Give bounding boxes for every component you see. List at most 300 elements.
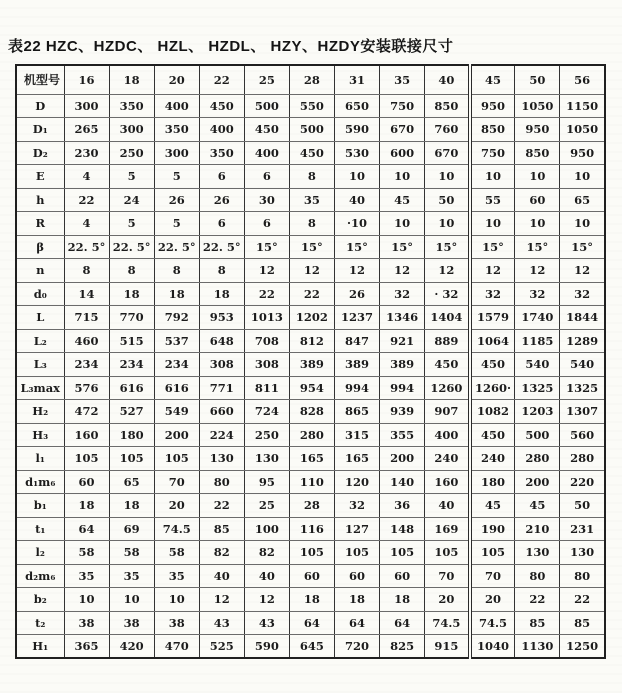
table-row: [16, 541, 605, 565]
cell: 6: [244, 165, 289, 189]
cell: 18: [109, 282, 154, 306]
cell: 600: [380, 141, 425, 165]
column-header: 50: [515, 65, 560, 94]
cell: 350: [109, 94, 154, 118]
cell: 234: [154, 353, 199, 377]
corner-header-label: 机型号: [16, 65, 64, 94]
cell: 105: [109, 447, 154, 471]
cell: 200: [515, 470, 560, 494]
cell: 60: [289, 564, 334, 588]
table-row: [16, 470, 605, 494]
cell: 15°: [470, 235, 515, 259]
cell: 40: [244, 564, 289, 588]
cell: 549: [154, 400, 199, 424]
row-label: d₁m₆: [16, 470, 64, 494]
cell: 58: [154, 541, 199, 565]
cell: 70: [470, 564, 515, 588]
cell: 847: [334, 329, 379, 353]
cell: 70: [154, 470, 199, 494]
cell: 850: [515, 141, 560, 165]
cell: 389: [380, 353, 425, 377]
cell: 10: [380, 212, 425, 236]
row-label: H₃: [16, 423, 64, 447]
cell: 811: [244, 376, 289, 400]
cell: 10: [470, 212, 515, 236]
cell: 1202: [289, 306, 334, 330]
cell: 537: [154, 329, 199, 353]
cell: 15°: [334, 235, 379, 259]
cell: 32: [334, 494, 379, 518]
cell: 6: [244, 212, 289, 236]
cell: 15°: [425, 235, 470, 259]
cell: 10: [380, 165, 425, 189]
cell: 165: [334, 447, 379, 471]
table-row: [16, 94, 605, 118]
row-label: d₀: [16, 282, 64, 306]
cell: 939: [380, 400, 425, 424]
cell: 12: [199, 588, 244, 612]
row-label: L: [16, 306, 64, 330]
cell: 540: [560, 353, 605, 377]
column-header: 20: [154, 65, 199, 94]
cell: 15°: [289, 235, 334, 259]
cell: 60: [64, 470, 109, 494]
cell: 950: [470, 94, 515, 118]
cell: 60: [380, 564, 425, 588]
column-header: 45: [470, 65, 515, 94]
cell: 8: [64, 259, 109, 283]
cell: 1064: [470, 329, 515, 353]
dimension-table: [15, 64, 606, 659]
cell: 38: [64, 611, 109, 635]
cell: 280: [515, 447, 560, 471]
cell: 45: [515, 494, 560, 518]
cell: 40: [334, 188, 379, 212]
cell: 12: [515, 259, 560, 283]
cell: 105: [425, 541, 470, 565]
table-row: [16, 118, 605, 142]
cell: 460: [64, 329, 109, 353]
cell: 169: [425, 517, 470, 541]
cell: 130: [515, 541, 560, 565]
cell: 10: [334, 165, 379, 189]
cell: 5: [154, 212, 199, 236]
cell: 80: [515, 564, 560, 588]
column-header: 25: [244, 65, 289, 94]
cell: 308: [199, 353, 244, 377]
cell: 220: [560, 470, 605, 494]
cell: 645: [289, 635, 334, 659]
cell: 12: [470, 259, 515, 283]
table-row: [16, 353, 605, 377]
cell: 74.5: [154, 517, 199, 541]
cell: 38: [154, 611, 199, 635]
cell: 120: [334, 470, 379, 494]
row-label: b₂: [16, 588, 64, 612]
cell: 110: [289, 470, 334, 494]
cell: 590: [334, 118, 379, 142]
table-row: [16, 447, 605, 471]
cell: 165: [289, 447, 334, 471]
cell: 450: [425, 353, 470, 377]
cell: 915: [425, 635, 470, 659]
cell: 20: [470, 588, 515, 612]
cell: 450: [244, 118, 289, 142]
cell: 82: [199, 541, 244, 565]
cell: 40: [199, 564, 244, 588]
cell: 116: [289, 517, 334, 541]
cell: 8: [109, 259, 154, 283]
row-label: D₂: [16, 141, 64, 165]
cell: 200: [380, 447, 425, 471]
cell: 470: [154, 635, 199, 659]
column-header: 31: [334, 65, 379, 94]
cell: 85: [560, 611, 605, 635]
cell: 750: [380, 94, 425, 118]
table-row: [16, 635, 605, 659]
table-row: [16, 376, 605, 400]
cell: 80: [199, 470, 244, 494]
cell: 105: [334, 541, 379, 565]
cell: 12: [380, 259, 425, 283]
cell: 1404: [425, 306, 470, 330]
cell: 45: [470, 494, 515, 518]
cell: 22: [515, 588, 560, 612]
cell: 60: [334, 564, 379, 588]
cell: 1325: [560, 376, 605, 400]
cell: 130: [560, 541, 605, 565]
cell: 10: [154, 588, 199, 612]
column-header: 28: [289, 65, 334, 94]
cell: 550: [289, 94, 334, 118]
cell: 365: [64, 635, 109, 659]
cell: 58: [64, 541, 109, 565]
row-label: β: [16, 235, 64, 259]
cell: 14: [64, 282, 109, 306]
table-head: [16, 65, 605, 94]
cell: 160: [425, 470, 470, 494]
cell: 6: [199, 165, 244, 189]
cell: 22: [199, 494, 244, 518]
cell: 12: [244, 588, 289, 612]
cell: 950: [560, 141, 605, 165]
cell: 500: [515, 423, 560, 447]
cell: 1579: [470, 306, 515, 330]
cell: 43: [244, 611, 289, 635]
cell: 18: [109, 494, 154, 518]
cell: 450: [470, 353, 515, 377]
cell: 65: [109, 470, 154, 494]
table-title: 表22 HZC、HZDC、 HZL、 HZDL、 HZY、HZDY安装联接尺寸: [8, 38, 454, 55]
cell: 5: [109, 165, 154, 189]
cell: 18: [199, 282, 244, 306]
cell: 28: [289, 494, 334, 518]
cell: 36: [380, 494, 425, 518]
cell: 389: [334, 353, 379, 377]
row-label: l₂: [16, 541, 64, 565]
cell: 24: [109, 188, 154, 212]
row-label: b₁: [16, 494, 64, 518]
cell: 70: [425, 564, 470, 588]
cell: 10: [425, 165, 470, 189]
cell: 35: [154, 564, 199, 588]
cell: 5: [109, 212, 154, 236]
cell: 300: [154, 141, 199, 165]
cell: 400: [154, 94, 199, 118]
cell: 715: [64, 306, 109, 330]
cell: 240: [425, 447, 470, 471]
cell: 953: [199, 306, 244, 330]
cell: 26: [334, 282, 379, 306]
cell: 660: [199, 400, 244, 424]
cell: 130: [244, 447, 289, 471]
cell: 12: [560, 259, 605, 283]
cell: 828: [289, 400, 334, 424]
cell: 22: [560, 588, 605, 612]
cell: 32: [515, 282, 560, 306]
row-label: E: [16, 165, 64, 189]
cell: 200: [154, 423, 199, 447]
cell: 812: [289, 329, 334, 353]
cell: 105: [470, 541, 515, 565]
cell: 8: [289, 165, 334, 189]
cell: 420: [109, 635, 154, 659]
cell: 127: [334, 517, 379, 541]
cell: 12: [334, 259, 379, 283]
cell: 22. 5°: [154, 235, 199, 259]
cell: 105: [154, 447, 199, 471]
cell: 1237: [334, 306, 379, 330]
cell: 224: [199, 423, 244, 447]
cell: 400: [199, 118, 244, 142]
cell: 6: [199, 212, 244, 236]
cell: 1050: [515, 94, 560, 118]
cell: 355: [380, 423, 425, 447]
table-row: [16, 306, 605, 330]
cell: 10: [515, 165, 560, 189]
table-row: [16, 329, 605, 353]
cell: 18: [380, 588, 425, 612]
cell: 280: [289, 423, 334, 447]
cell: 80: [560, 564, 605, 588]
table-row: [16, 517, 605, 541]
cell: 389: [289, 353, 334, 377]
cell: 234: [109, 353, 154, 377]
cell: 1307: [560, 400, 605, 424]
table-row: [16, 282, 605, 306]
cell: 64: [289, 611, 334, 635]
cell: 954: [289, 376, 334, 400]
cell: 38: [109, 611, 154, 635]
cell: 22: [64, 188, 109, 212]
cell: 22: [244, 282, 289, 306]
cell: 1740: [515, 306, 560, 330]
row-label: L₃max: [16, 376, 64, 400]
cell: 15°: [244, 235, 289, 259]
cell: 20: [154, 494, 199, 518]
row-label: l₁: [16, 447, 64, 471]
cell: 160: [64, 423, 109, 447]
cell: 540: [515, 353, 560, 377]
row-label: D: [16, 94, 64, 118]
cell: 590: [244, 635, 289, 659]
cell: 527: [109, 400, 154, 424]
cell: 771: [199, 376, 244, 400]
cell: 865: [334, 400, 379, 424]
cell: 105: [289, 541, 334, 565]
cell: 20: [425, 588, 470, 612]
table-row: [16, 141, 605, 165]
cell: 22. 5°: [199, 235, 244, 259]
cell: 4: [64, 212, 109, 236]
cell: 921: [380, 329, 425, 353]
cell: 100: [244, 517, 289, 541]
cell: 231: [560, 517, 605, 541]
cell: 82: [244, 541, 289, 565]
row-label: n: [16, 259, 64, 283]
cell: 400: [425, 423, 470, 447]
cell: 250: [244, 423, 289, 447]
cell: 1250: [560, 635, 605, 659]
cell: 10: [560, 212, 605, 236]
cell: 907: [425, 400, 470, 424]
cell: 760: [425, 118, 470, 142]
cell: 1346: [380, 306, 425, 330]
cell: 10: [470, 165, 515, 189]
cell: 994: [334, 376, 379, 400]
cell: 60: [515, 188, 560, 212]
cell: 35: [109, 564, 154, 588]
cell: 230: [64, 141, 109, 165]
table-row: [16, 188, 605, 212]
cell: 1844: [560, 306, 605, 330]
cell: 5: [154, 165, 199, 189]
cell: 140: [380, 470, 425, 494]
cell: 85: [515, 611, 560, 635]
row-label: H₁: [16, 635, 64, 659]
cell: 650: [334, 94, 379, 118]
cell: 10: [425, 212, 470, 236]
cell: 32: [560, 282, 605, 306]
cell: 525: [199, 635, 244, 659]
cell: 74.5: [425, 611, 470, 635]
cell: 12: [244, 259, 289, 283]
cell: 148: [380, 517, 425, 541]
cell: 1040: [470, 635, 515, 659]
row-label: R: [16, 212, 64, 236]
row-label: D₁: [16, 118, 64, 142]
cell: 1325: [515, 376, 560, 400]
table-row: [16, 165, 605, 189]
cell: 69: [109, 517, 154, 541]
cell: 560: [560, 423, 605, 447]
cell: 32: [380, 282, 425, 306]
cell: 95: [244, 470, 289, 494]
cell: 648: [199, 329, 244, 353]
cell: 10: [515, 212, 560, 236]
cell: 58: [109, 541, 154, 565]
cell: 670: [380, 118, 425, 142]
row-label: H₂: [16, 400, 64, 424]
cell: 1013: [244, 306, 289, 330]
cell: ·10: [334, 212, 379, 236]
cell: 65: [560, 188, 605, 212]
cell: 300: [64, 94, 109, 118]
cell: 45: [380, 188, 425, 212]
cell: 1130: [515, 635, 560, 659]
cell: 472: [64, 400, 109, 424]
cell: 180: [109, 423, 154, 447]
cell: 1185: [515, 329, 560, 353]
cell: 576: [64, 376, 109, 400]
cell: 64: [380, 611, 425, 635]
cell: 130: [199, 447, 244, 471]
cell: 22. 5°: [109, 235, 154, 259]
cell: 40: [425, 494, 470, 518]
cell: 26: [154, 188, 199, 212]
cell: 750: [470, 141, 515, 165]
cell: 889: [425, 329, 470, 353]
cell: 12: [289, 259, 334, 283]
cell: 50: [425, 188, 470, 212]
cell: 30: [244, 188, 289, 212]
cell: 670: [425, 141, 470, 165]
cell: 8: [199, 259, 244, 283]
table-body: [16, 94, 605, 658]
cell: 26: [199, 188, 244, 212]
cell: 250: [109, 141, 154, 165]
column-header: 16: [64, 65, 109, 94]
column-header: 35: [380, 65, 425, 94]
cell: 724: [244, 400, 289, 424]
cell: 500: [244, 94, 289, 118]
cell: 190: [470, 517, 515, 541]
cell: 950: [515, 118, 560, 142]
cell: 35: [289, 188, 334, 212]
row-label: t₁: [16, 517, 64, 541]
cell: 18: [289, 588, 334, 612]
cell: 280: [560, 447, 605, 471]
cell: 825: [380, 635, 425, 659]
cell: 8: [154, 259, 199, 283]
cell: 35: [64, 564, 109, 588]
cell: 400: [244, 141, 289, 165]
cell: 105: [64, 447, 109, 471]
cell: 22. 5°: [64, 235, 109, 259]
cell: 1289: [560, 329, 605, 353]
column-header: 22: [199, 65, 244, 94]
cell: 616: [109, 376, 154, 400]
cell: 994: [380, 376, 425, 400]
cell: 74.5: [470, 611, 515, 635]
cell: 10: [560, 165, 605, 189]
cell: 180: [470, 470, 515, 494]
row-label: t₂: [16, 611, 64, 635]
table-row: [16, 259, 605, 283]
cell: 50: [560, 494, 605, 518]
cell: 15°: [515, 235, 560, 259]
row-label: L₂: [16, 329, 64, 353]
cell: 350: [154, 118, 199, 142]
cell: 32: [470, 282, 515, 306]
cell: 240: [470, 447, 515, 471]
cell: 792: [154, 306, 199, 330]
cell: 1150: [560, 94, 605, 118]
table-row: [16, 494, 605, 518]
cell: 64: [334, 611, 379, 635]
cell: 55: [470, 188, 515, 212]
cell: 530: [334, 141, 379, 165]
